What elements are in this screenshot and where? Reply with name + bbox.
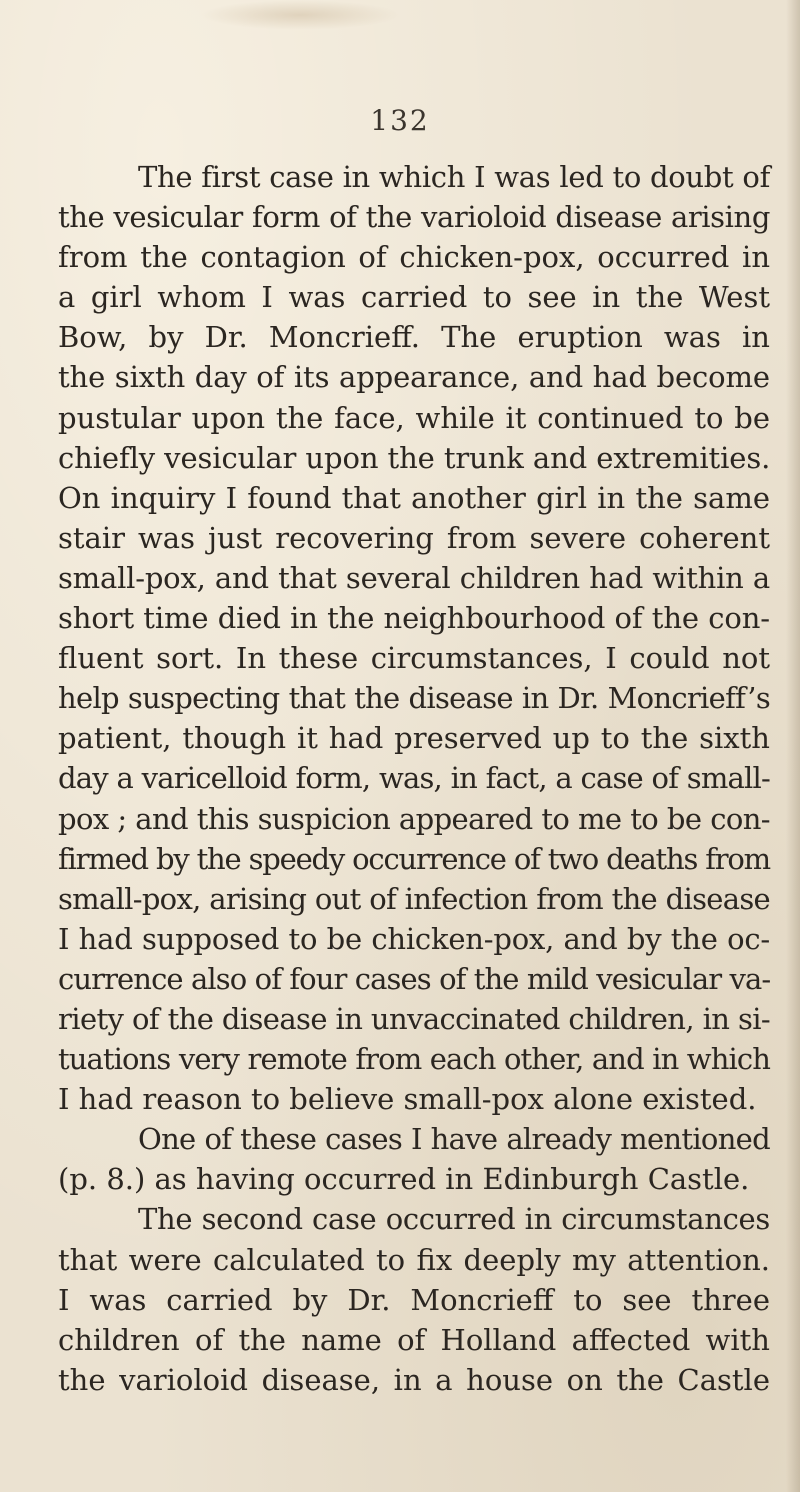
text-line: the varioloid disease, in a house on the Castle [58, 1362, 770, 1397]
text-line: pustular upon the face, while it continued to be [58, 400, 770, 435]
text-line: the vesicular form of the varioloid disease arising [58, 200, 770, 235]
text-line: The first case in which I was led to doubt of [138, 160, 770, 194]
text-line: day a varicelloid form, was, in fact, a case of small- [58, 761, 770, 796]
text-line: help suspecting that the disease in Dr. Moncrieff’s [58, 681, 770, 716]
text-line: I was carried by Dr. Moncrieff to see three [58, 1282, 770, 1317]
text-line: I had supposed to be chicken-pox, and by the oc- [58, 921, 770, 956]
text-line: currence also of four cases of the mild vesicular va- [58, 961, 771, 996]
text-line: pox ; and this suspicion appeared to me to be con- [58, 801, 770, 836]
text-line: small-pox, and that several children had within a [58, 560, 770, 595]
text-line: (p. 8.) as having occurred in Edinburgh Castle. [58, 1162, 750, 1197]
text-line: One of these cases I have already mentioned [138, 1122, 770, 1157]
text-line: I had reason to believe small-pox alone existed. [58, 1082, 757, 1117]
page-number: 132 [370, 104, 430, 137]
text-line: small-pox, arising out of infection from the disease [58, 881, 770, 916]
text-line: a girl whom I was carried to see in the West [58, 280, 770, 315]
text-line: On inquiry I found that another girl in the same [58, 480, 770, 515]
text-line: children of the name of Holland affected with [58, 1322, 770, 1357]
text-line: firmed by the speedy occurrence of two deaths from [58, 841, 770, 876]
text-line: The second case occurred in circumstances [138, 1202, 770, 1237]
text-line: the sixth day of its appearance, and had become [58, 360, 770, 395]
text-line: Bow, by Dr. Moncrieff. The eruption was in [58, 320, 770, 355]
page-stain [200, 0, 400, 30]
text-line: tuations very remote from each other, and in which [58, 1042, 770, 1077]
text-line: stair was just recovering from severe coherent [58, 520, 770, 555]
text-line: riety of the disease in unvaccinated children, in si- [58, 1001, 771, 1036]
text-line: patient, though it had preserved up to the sixth [58, 721, 770, 756]
body-text [58, 157, 770, 1400]
text-line: that were calculated to fix deeply my attention. [58, 1242, 770, 1277]
page-edge-shadow [786, 0, 800, 1492]
text-line: chiefly vesicular upon the trunk and extremities. [58, 440, 771, 475]
text-line: from the contagion of chicken-pox, occurred in [58, 240, 770, 275]
text-line: fluent sort. In these circumstances, I could not [58, 641, 770, 676]
text-line: short time died in the neighbourhood of the con- [58, 601, 770, 636]
